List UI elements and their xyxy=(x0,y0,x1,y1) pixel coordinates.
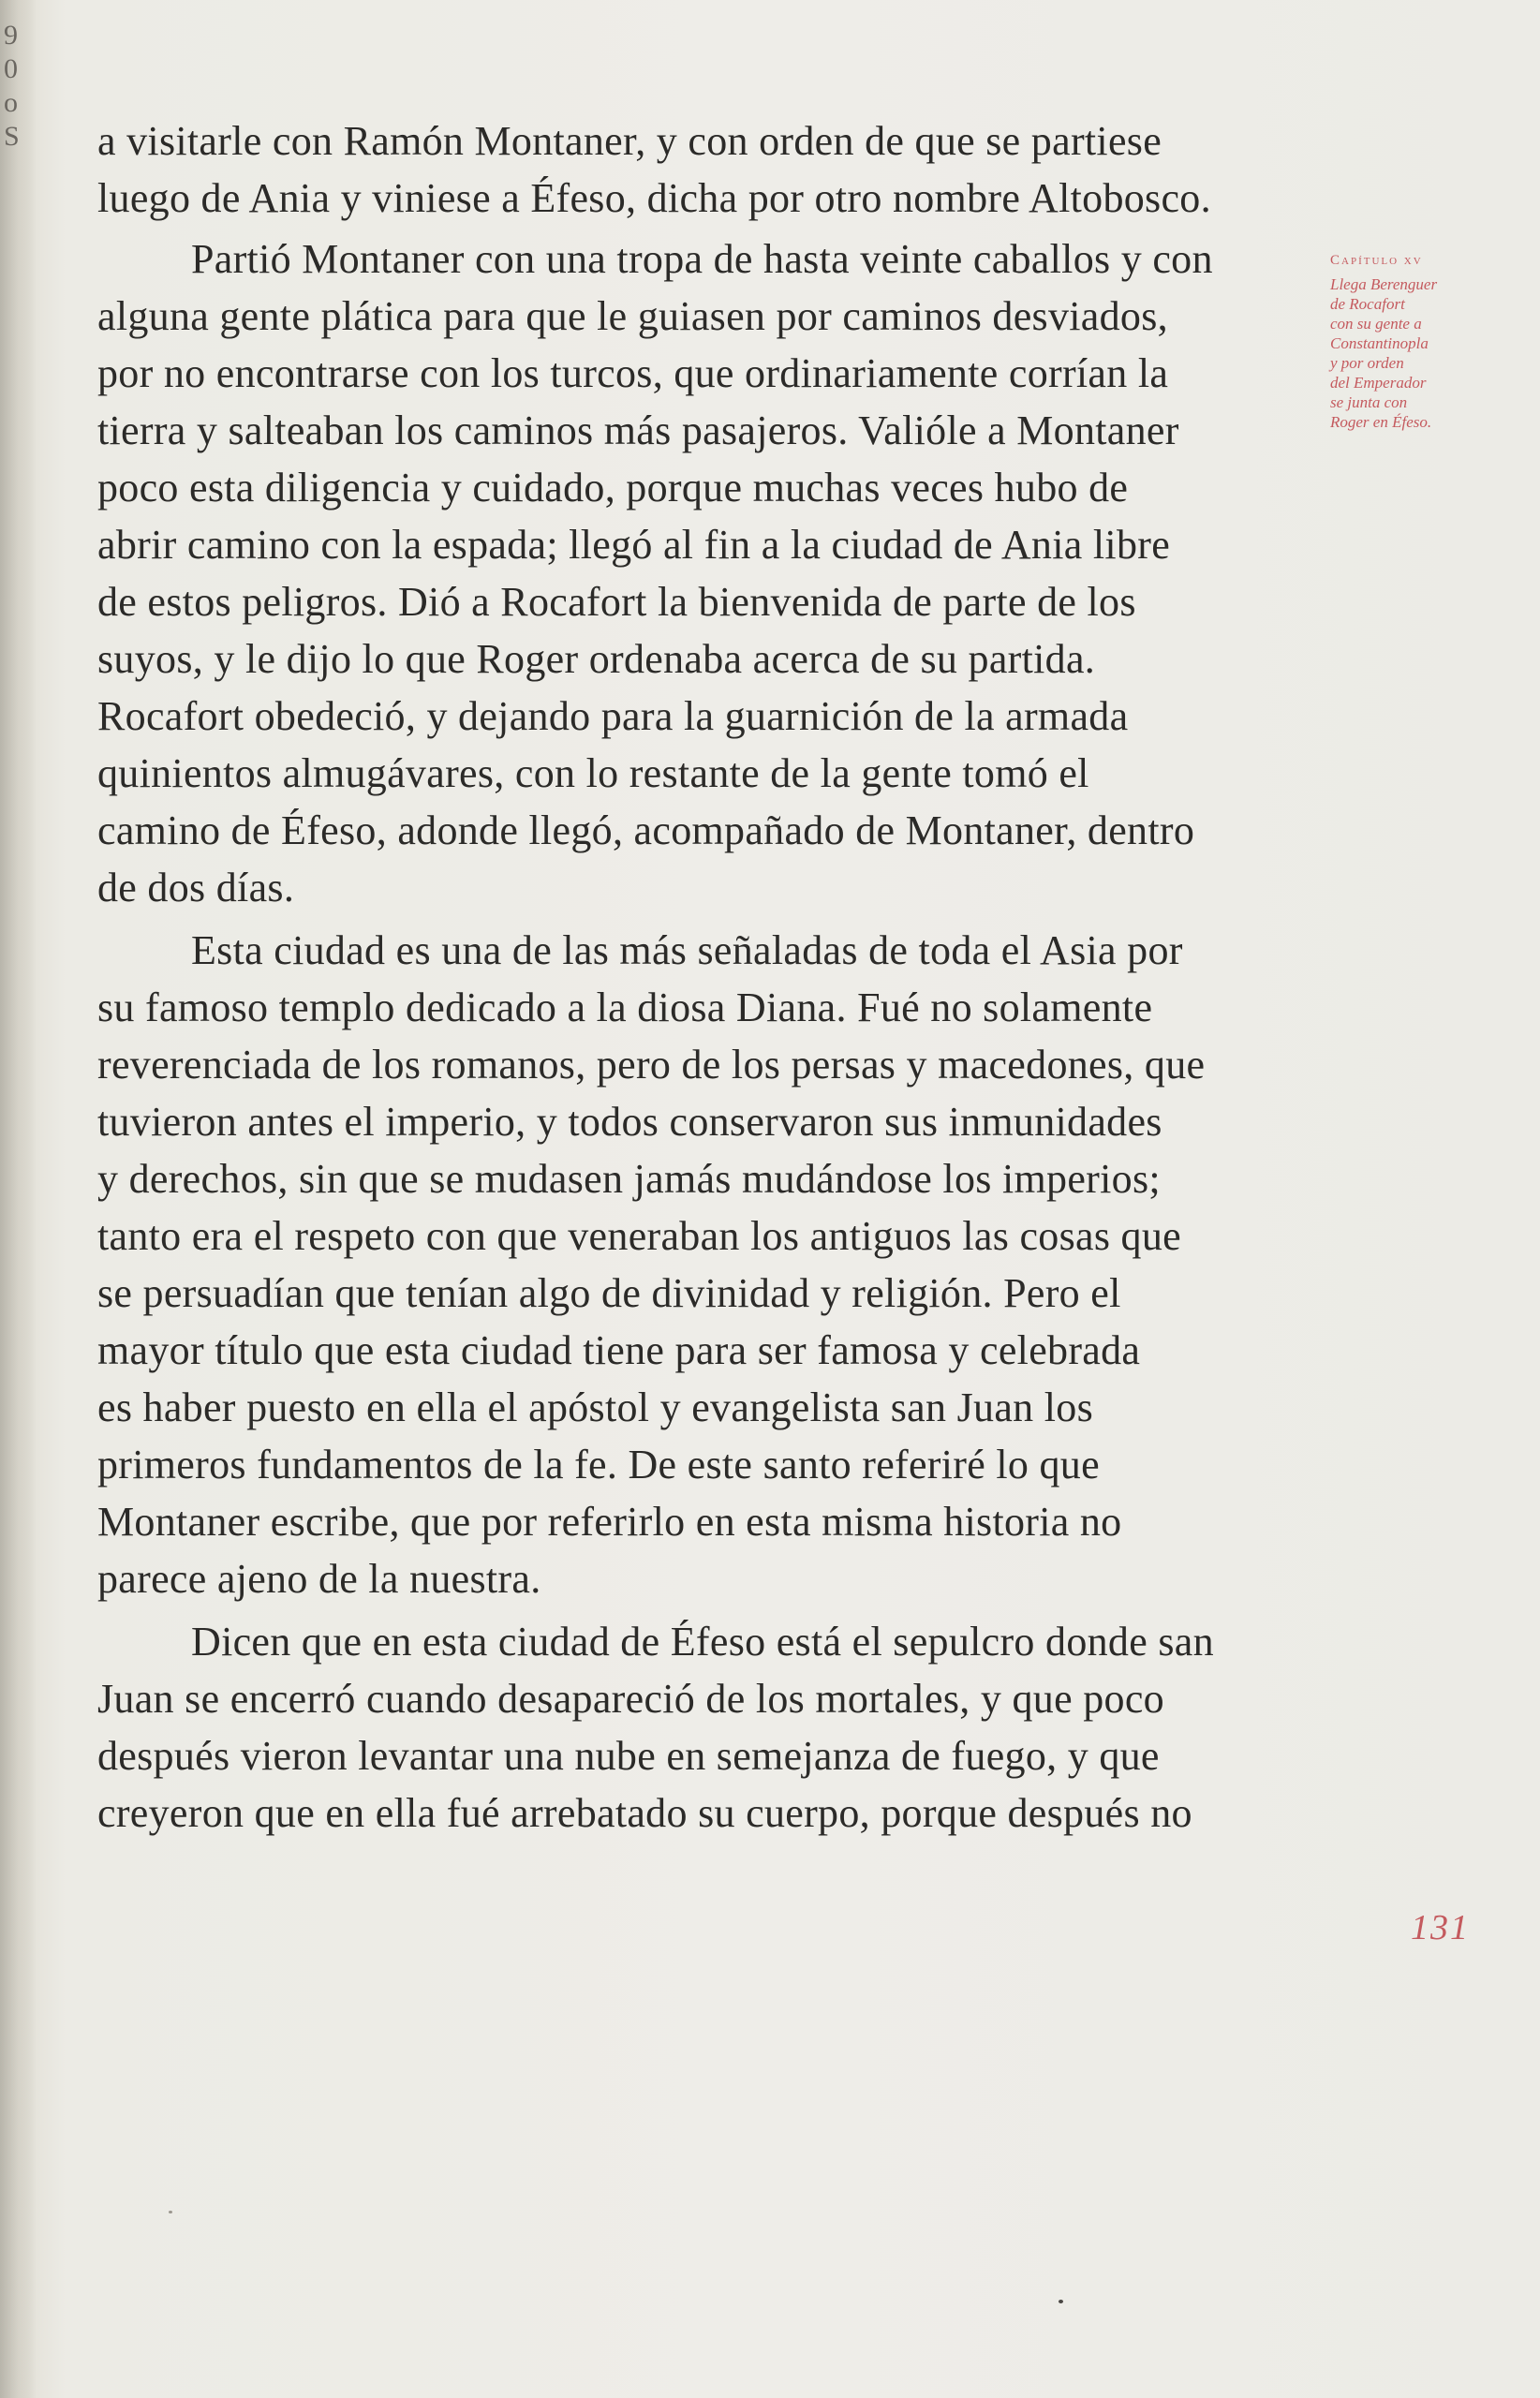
text-line: de dos días. xyxy=(97,865,295,910)
paragraph xyxy=(97,922,1371,1607)
text-line: primeros fundamentos de la fe. De este santo referiré lo que xyxy=(97,1442,1100,1488)
text-line: tierra y salteaban los caminos más pasajeros. Valióle a Montaner xyxy=(97,407,1179,453)
paragraph xyxy=(97,230,1371,916)
page-number: 131 xyxy=(1411,1908,1470,1947)
text-line: a visitarle con Ramón Montaner, y con orden de que se partiese xyxy=(97,118,1162,164)
text-line: reverenciada de los romanos, pero de los persas y macedones, que xyxy=(97,1042,1206,1088)
page-gutter xyxy=(0,0,36,2398)
text-line: se persuadían que tenían algo de divinidad y religión. Pero el xyxy=(97,1270,1121,1316)
text-line: Esta ciudad es una de las más señaladas de toda el Asia por xyxy=(191,927,1183,973)
text-line: Partió Montaner con una tropa de hasta veinte caballos y con xyxy=(191,236,1213,282)
text-line: parece ajeno de la nuestra. xyxy=(97,1556,541,1602)
text-line: de estos peligros. Dió a Rocafort la bienvenida de parte de los xyxy=(97,579,1136,625)
text-line: luego de Ania y viniese a Éfeso, dicha por otro nombre Altobosco. xyxy=(97,175,1211,221)
text-line: poco esta diligencia y cuidado, porque muchas veces hubo de xyxy=(97,465,1129,511)
marginal-line: Constantinopla xyxy=(1330,334,1429,352)
marginal-line: Llega Berenguer xyxy=(1330,275,1438,293)
gutter-mark: S xyxy=(4,121,20,152)
marginal-line: Roger en Éfeso. xyxy=(1330,413,1432,431)
text-line: tuvieron antes el imperio, y todos conservaron sus inmunidades xyxy=(97,1099,1162,1145)
paper-speck xyxy=(169,2211,172,2213)
text-line: tanto era el respeto con que veneraban los antiguos las cosas que xyxy=(97,1213,1181,1259)
gutter-mark: 0 xyxy=(4,53,18,84)
text-line: es haber puesto en ella el apóstol y evangelista san Juan los xyxy=(97,1384,1093,1430)
marginal-heading: Capítulo xv xyxy=(1330,253,1423,268)
paragraph xyxy=(97,1613,1371,1842)
marginal-line: de Rocafort xyxy=(1330,295,1405,313)
paragraph xyxy=(97,112,1371,227)
text-line: mayor título que esta ciudad tiene para ser famosa y celebrada xyxy=(97,1327,1141,1373)
text-line: Rocafort obedeció, y dejando para la guarnición de la armada xyxy=(97,693,1129,739)
paper-speck xyxy=(1059,2300,1063,2303)
text-line: abrir camino con la espada; llegó al fin a la ciudad de Ania libre xyxy=(97,522,1171,568)
marginal-line: y por orden xyxy=(1330,354,1404,372)
text-line: después vieron levantar una nube en semejanza de fuego, y que xyxy=(97,1733,1160,1779)
text-line: por no encontrarse con los turcos, que ordinariamente corrían la xyxy=(97,350,1169,396)
text-line: creyeron que en ella fué arrebatado su cuerpo, porque después no xyxy=(97,1790,1192,1836)
text-line: camino de Éfeso, adonde llegó, acompañado de Montaner, dentro xyxy=(97,807,1195,853)
text-line: suyos, y le dijo lo que Roger ordenaba acerca de su partida. xyxy=(97,636,1096,682)
text-line: Juan se encerró cuando desapareció de los mortales, y que poco xyxy=(97,1676,1164,1722)
text-line: Dicen que en esta ciudad de Éfeso está el sepulcro donde san xyxy=(191,1619,1214,1665)
text-line: su famoso templo dedicado a la diosa Diana. Fué no solamente xyxy=(97,984,1153,1030)
marginal-line: se junta con xyxy=(1330,393,1408,411)
marginal-line: con su gente a xyxy=(1330,315,1422,333)
text-line: y derechos, sin que se mudasen jamás mudándose los imperios; xyxy=(97,1156,1161,1202)
body-text xyxy=(97,112,1371,1842)
gutter-marks xyxy=(4,19,28,154)
gutter-mark: 9 xyxy=(4,20,18,51)
gutter-mark: o xyxy=(4,87,18,118)
text-line: quinientos almugávares, con lo restante de la gente tomó el xyxy=(97,750,1089,796)
marginal-line: del Emperador xyxy=(1330,374,1427,392)
text-line: Montaner escribe, que por referirlo en esta misma historia no xyxy=(97,1499,1122,1545)
text-line: alguna gente plática para que le guiasen por caminos desviados, xyxy=(97,293,1168,339)
marginal-note xyxy=(1330,251,1471,432)
